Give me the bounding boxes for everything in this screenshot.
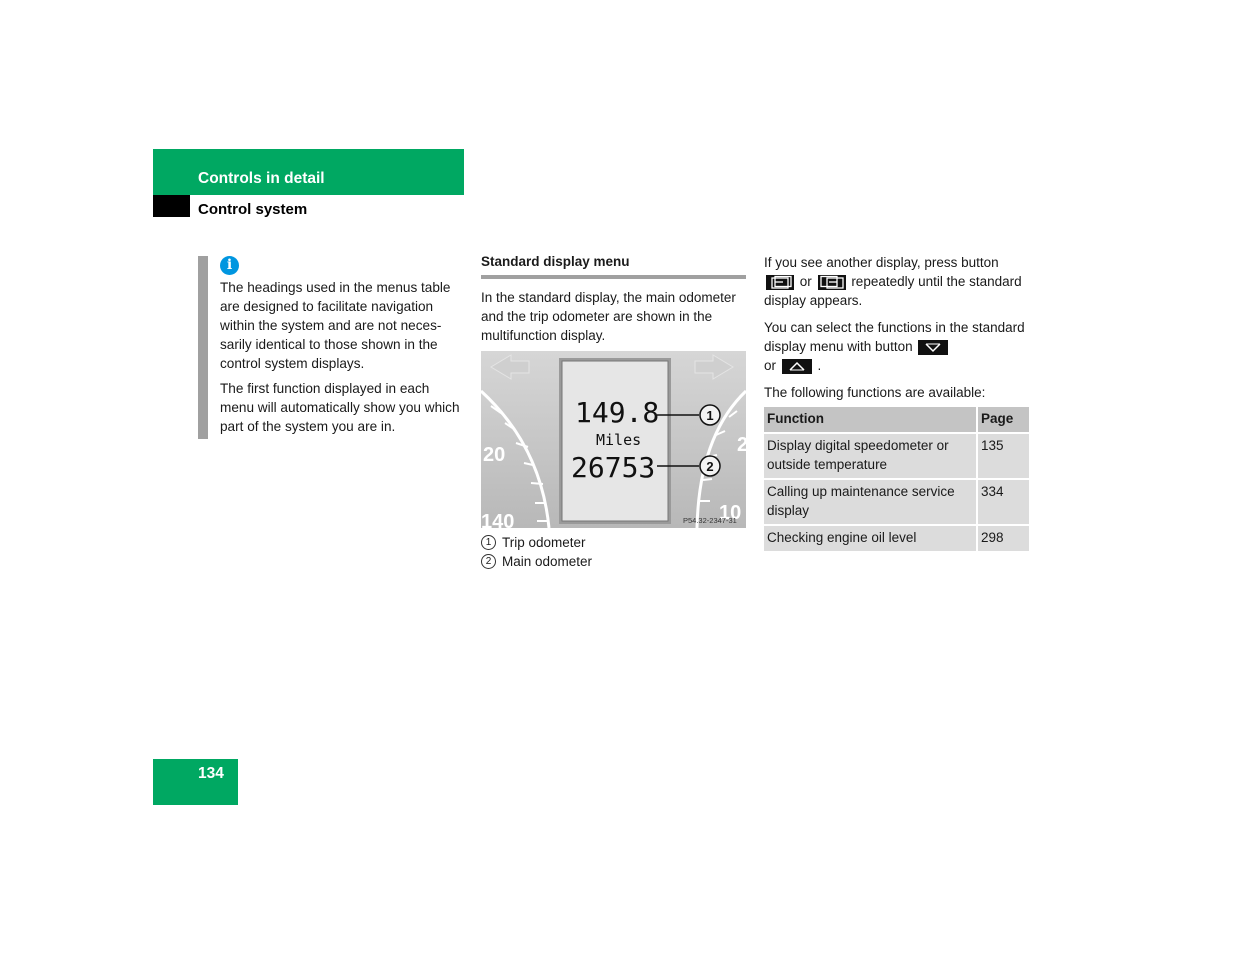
legend-number: 1: [481, 535, 496, 550]
page-number-band: [153, 759, 238, 805]
column-header-page: Page: [977, 407, 1029, 433]
standard-display-intro: In the standard display, the main odometer and the trip odometer are shown in the multifunction display.: [481, 290, 736, 343]
figure-legend: [481, 533, 592, 571]
table-row: [764, 525, 1029, 552]
instrument-cluster-illustration: [481, 351, 749, 533]
gauge-label-140: 140: [481, 511, 515, 533]
menu-select-instruction: You can select the functions in the standard display menu with button or .: [764, 320, 1025, 373]
info-icon: i: [220, 256, 239, 275]
info-side-bar: [198, 256, 208, 439]
gauge-label-2: 2: [737, 434, 749, 456]
svg-text:2: 2: [706, 459, 714, 474]
gauge-label-10: 10: [719, 502, 742, 524]
gauge-label-20: 20: [483, 444, 506, 466]
table-row: [764, 479, 1029, 525]
chevron-down-button-icon: [918, 340, 948, 355]
function-cell: Calling up maintenance service display: [764, 479, 977, 525]
legend-item-2: [481, 552, 592, 571]
page-cell: 135: [977, 433, 1029, 479]
figure-code: P54.32-2347-31: [683, 516, 737, 525]
legend-item-1: [481, 533, 592, 552]
svg-text:1: 1: [706, 408, 714, 423]
functions-table: [764, 407, 1029, 553]
display-reset-instruction: If you see another display, press button or repeatedly until the standard display appears.: [764, 255, 1022, 308]
right-column-text: [764, 253, 1034, 410]
column-header-function: Function: [764, 407, 977, 433]
info-paragraph-1: The headings used in the menus table are designed to facilitate navigation within the system and are not neces-sarily identical to those shown in the control system displays.: [220, 280, 451, 371]
main-odometer-value: 26753: [571, 451, 656, 484]
subsection-marker: [153, 195, 190, 217]
info-paragraph-2: The first function displayed in each menu will automatically show you which part of the system you are in.: [220, 381, 460, 434]
trip-odometer-value: 149.8: [575, 396, 660, 429]
legend-label: Trip odometer: [502, 535, 586, 550]
section-title: Controls in detail: [198, 170, 325, 187]
subsection-title: Control system: [198, 201, 308, 218]
page-cell: 298: [977, 525, 1029, 552]
display-back-button-icon: [766, 275, 794, 290]
legend-label: Main odometer: [502, 554, 593, 569]
functions-intro: The following functions are available:: [764, 385, 986, 400]
standard-display-heading: Standard display menu: [481, 254, 746, 279]
table-header-row: [764, 407, 1029, 433]
unit-label: Miles: [596, 431, 642, 449]
page-cell: 334: [977, 479, 1029, 525]
table-row: [764, 433, 1029, 479]
function-cell: Checking engine oil level: [764, 525, 977, 552]
legend-number: 2: [481, 554, 496, 569]
odometer-display-figure: [481, 351, 749, 533]
page-number: 134: [198, 765, 224, 782]
chevron-up-button-icon: [782, 359, 812, 374]
display-forward-button-icon: [818, 275, 846, 290]
info-note: [220, 278, 460, 442]
function-cell: Display digital speedometer or outside temperature: [764, 433, 977, 479]
